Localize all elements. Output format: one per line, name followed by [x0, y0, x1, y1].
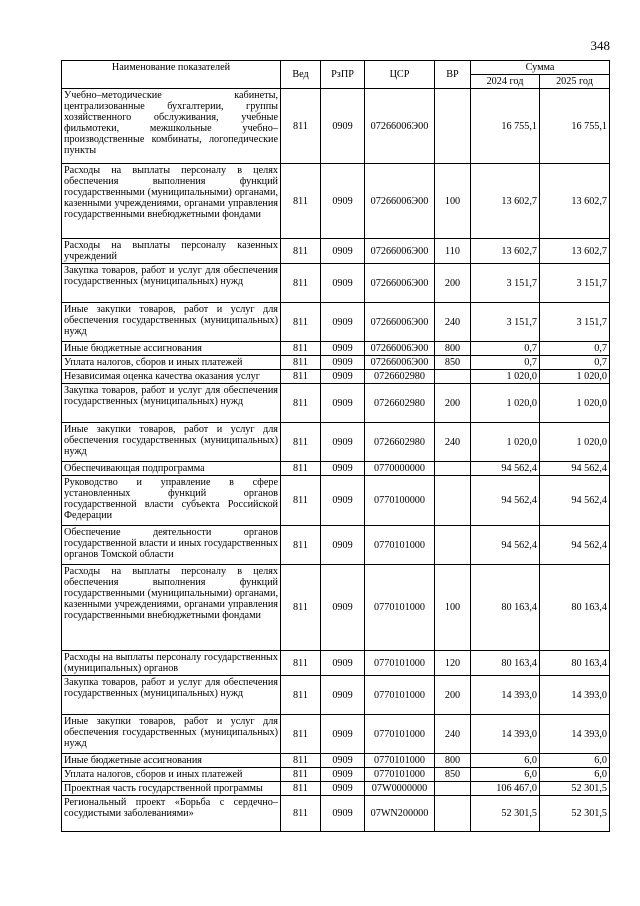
row-csr: 0770101000: [365, 676, 435, 715]
row-name: Обеспечивающая подпрограмма: [62, 462, 281, 476]
row-rzpr: 0909: [321, 370, 365, 384]
row-sum-2024: 80 163,4: [471, 565, 540, 651]
row-ved: 811: [281, 89, 321, 164]
row-sum-2025: 1 020,0: [540, 384, 610, 423]
row-sum-2025: 3 151,7: [540, 303, 610, 342]
row-sum-2025: 94 562,4: [540, 462, 610, 476]
row-csr: 0770101000: [365, 768, 435, 782]
budget-table: [61, 60, 610, 832]
row-sum-2024: 94 562,4: [471, 462, 540, 476]
row-sum-2024: 13 602,7: [471, 239, 540, 264]
row-sum-2025: 94 562,4: [540, 526, 610, 565]
row-ved: 811: [281, 565, 321, 651]
row-sum-2025: 13 602,7: [540, 164, 610, 239]
row-sum-2025: 13 602,7: [540, 239, 610, 264]
row-sum-2024: 3 151,7: [471, 303, 540, 342]
row-name: Расходы на выплаты персоналу в целях обеспечения выполнения функций государственными (муниципальными) органами, казенными учреждениями, органами управления государственными внебюджетными фондами: [62, 164, 281, 239]
row-vr: 200: [435, 384, 471, 423]
row-rzpr: 0909: [321, 342, 365, 356]
row-name: Уплата налогов, сборов и иных платежей: [62, 768, 281, 782]
row-ved: 811: [281, 239, 321, 264]
row-rzpr: 0909: [321, 303, 365, 342]
row-sum-2025: 80 163,4: [540, 565, 610, 651]
row-sum-2024: 14 393,0: [471, 676, 540, 715]
table-row: [62, 342, 610, 356]
row-name: Обеспечение деятельности органов государственной власти и иных государственных органов Томской области: [62, 526, 281, 565]
row-sum-2024: 94 562,4: [471, 476, 540, 526]
row-vr: [435, 476, 471, 526]
row-csr: 0726602980: [365, 370, 435, 384]
row-rzpr: 0909: [321, 384, 365, 423]
row-vr: 200: [435, 676, 471, 715]
row-csr: 07266006Э00: [365, 264, 435, 303]
header-csr: ЦСР: [365, 61, 435, 89]
row-csr: 0770101000: [365, 565, 435, 651]
row-sum-2025: 6,0: [540, 754, 610, 768]
row-sum-2024: 3 151,7: [471, 264, 540, 303]
row-vr: 850: [435, 356, 471, 370]
row-vr: [435, 526, 471, 565]
row-name: Проектная часть государственной программы: [62, 782, 281, 796]
row-rzpr: 0909: [321, 423, 365, 462]
row-name: Расходы на выплаты персоналу казенных учреждений: [62, 239, 281, 264]
row-rzpr: 0909: [321, 356, 365, 370]
row-csr: 0770000000: [365, 462, 435, 476]
row-name: Расходы на выплаты персоналу государственных (муниципальных) органов: [62, 651, 281, 676]
row-csr: 07WN200000: [365, 796, 435, 832]
row-vr: [435, 370, 471, 384]
row-name: Уплата налогов, сборов и иных платежей: [62, 356, 281, 370]
row-name: Иные бюджетные ассигнования: [62, 342, 281, 356]
row-vr: 100: [435, 164, 471, 239]
row-vr: [435, 782, 471, 796]
row-sum-2024: 106 467,0: [471, 782, 540, 796]
header-sum: Сумма: [471, 61, 610, 75]
row-name: Руководство и управление в сфере установленных функций органов государственной власти субъекта Российской Федерации: [62, 476, 281, 526]
row-vr: 850: [435, 768, 471, 782]
row-sum-2024: 94 562,4: [471, 526, 540, 565]
table-row: [62, 164, 610, 239]
row-vr: 120: [435, 651, 471, 676]
row-csr: 0726602980: [365, 423, 435, 462]
table-row: [62, 462, 610, 476]
row-sum-2025: 0,7: [540, 356, 610, 370]
row-rzpr: 0909: [321, 462, 365, 476]
row-name: Учебно–методические кабинеты, централизованные бухгалтерии, группы хозяйственного обслуживания, учебные фильмотеки, межшкольные учебно–производственные комбинаты, логопедические пункты: [62, 89, 281, 164]
row-ved: 811: [281, 526, 321, 565]
row-rzpr: 0909: [321, 768, 365, 782]
table-row: [62, 782, 610, 796]
row-ved: 811: [281, 384, 321, 423]
row-sum-2025: 6,0: [540, 768, 610, 782]
row-name: Иные бюджетные ассигнования: [62, 754, 281, 768]
row-rzpr: 0909: [321, 796, 365, 832]
row-vr: [435, 796, 471, 832]
row-name: Иные закупки товаров, работ и услуг для обеспечения государственных (муниципальных) нужд: [62, 423, 281, 462]
row-sum-2025: 52 301,5: [540, 796, 610, 832]
table-row: [62, 384, 610, 423]
row-sum-2025: 1 020,0: [540, 370, 610, 384]
row-rzpr: 0909: [321, 782, 365, 796]
row-csr: 07266006Э00: [365, 356, 435, 370]
page-number: 348: [590, 38, 610, 53]
row-sum-2024: 1 020,0: [471, 370, 540, 384]
table-row: [62, 303, 610, 342]
row-sum-2025: 52 301,5: [540, 782, 610, 796]
header-year-2025: 2025 год: [540, 75, 610, 89]
row-csr: 0770100000: [365, 476, 435, 526]
row-ved: 811: [281, 754, 321, 768]
row-sum-2024: 1 020,0: [471, 423, 540, 462]
row-sum-2025: 14 393,0: [540, 715, 610, 754]
row-vr: 800: [435, 342, 471, 356]
row-csr: 0770101000: [365, 651, 435, 676]
row-name: Иные закупки товаров, работ и услуг для обеспечения государственных (муниципальных) нужд: [62, 303, 281, 342]
row-ved: 811: [281, 796, 321, 832]
header-ved: Вед: [281, 61, 321, 89]
table-row: [62, 651, 610, 676]
table-row: [62, 754, 610, 768]
table-row: [62, 526, 610, 565]
row-rzpr: 0909: [321, 565, 365, 651]
row-sum-2025: 3 151,7: [540, 264, 610, 303]
table-row: [62, 264, 610, 303]
row-csr: 0770101000: [365, 754, 435, 768]
row-sum-2024: 0,7: [471, 356, 540, 370]
row-vr: [435, 89, 471, 164]
row-csr: 0726602980: [365, 384, 435, 423]
row-vr: 240: [435, 303, 471, 342]
table-row: [62, 89, 610, 164]
row-ved: 811: [281, 782, 321, 796]
row-name: Закупка товаров, работ и услуг для обеспечения государственных (муниципальных) нужд: [62, 264, 281, 303]
row-sum-2025: 14 393,0: [540, 676, 610, 715]
table-row: [62, 796, 610, 832]
row-name: Закупка товаров, работ и услуг для обеспечения государственных (муниципальных) нужд: [62, 676, 281, 715]
row-vr: 240: [435, 715, 471, 754]
row-name: Расходы на выплаты персоналу в целях обеспечения выполнения функций государственными (муниципальными) органами, казенными учреждениями, органами управления государственными внебюджетными фондами: [62, 565, 281, 651]
row-ved: 811: [281, 264, 321, 303]
row-rzpr: 0909: [321, 754, 365, 768]
row-sum-2024: 6,0: [471, 768, 540, 782]
row-csr: 07266006Э00: [365, 303, 435, 342]
row-csr: 0770101000: [365, 526, 435, 565]
table-row: [62, 676, 610, 715]
row-sum-2024: 0,7: [471, 342, 540, 356]
header-year-2024: 2024 год: [471, 75, 540, 89]
row-sum-2025: 0,7: [540, 342, 610, 356]
header-rzpr: РзПР: [321, 61, 365, 89]
row-csr: 07266006Э00: [365, 89, 435, 164]
header-name: Наименование показателей: [62, 61, 281, 89]
row-vr: [435, 462, 471, 476]
row-vr: 800: [435, 754, 471, 768]
row-rzpr: 0909: [321, 715, 365, 754]
row-ved: 811: [281, 164, 321, 239]
table-row: [62, 370, 610, 384]
row-vr: 100: [435, 565, 471, 651]
row-sum-2025: 94 562,4: [540, 476, 610, 526]
row-sum-2024: 6,0: [471, 754, 540, 768]
row-ved: 811: [281, 651, 321, 676]
table-row: [62, 715, 610, 754]
header-vr: ВР: [435, 61, 471, 89]
row-rzpr: 0909: [321, 264, 365, 303]
row-rzpr: 0909: [321, 651, 365, 676]
row-rzpr: 0909: [321, 476, 365, 526]
row-sum-2025: 1 020,0: [540, 423, 610, 462]
row-sum-2024: 80 163,4: [471, 651, 540, 676]
row-name: Иные закупки товаров, работ и услуг для обеспечения государственных (муниципальных) нужд: [62, 715, 281, 754]
row-sum-2024: 13 602,7: [471, 164, 540, 239]
row-rzpr: 0909: [321, 239, 365, 264]
row-sum-2024: 1 020,0: [471, 384, 540, 423]
row-sum-2024: 16 755,1: [471, 89, 540, 164]
row-ved: 811: [281, 342, 321, 356]
row-ved: 811: [281, 303, 321, 342]
row-vr: 110: [435, 239, 471, 264]
row-ved: 811: [281, 676, 321, 715]
table-row: [62, 239, 610, 264]
row-csr: 0770101000: [365, 715, 435, 754]
row-rzpr: 0909: [321, 526, 365, 565]
row-name: Закупка товаров, работ и услуг для обеспечения государственных (муниципальных) нужд: [62, 384, 281, 423]
row-ved: 811: [281, 715, 321, 754]
table-row: [62, 565, 610, 651]
row-ved: 811: [281, 370, 321, 384]
table-row: [62, 423, 610, 462]
row-csr: 07266006Э00: [365, 239, 435, 264]
row-name: Региональный проект «Борьба с сердечно–сосудистыми заболеваниями»: [62, 796, 281, 832]
row-ved: 811: [281, 476, 321, 526]
row-sum-2025: 16 755,1: [540, 89, 610, 164]
row-vr: 200: [435, 264, 471, 303]
row-ved: 811: [281, 356, 321, 370]
row-rzpr: 0909: [321, 89, 365, 164]
row-ved: 811: [281, 462, 321, 476]
table-row: [62, 768, 610, 782]
row-ved: 811: [281, 768, 321, 782]
row-name: Независимая оценка качества оказания услуг: [62, 370, 281, 384]
row-rzpr: 0909: [321, 676, 365, 715]
row-csr: 07W0000000: [365, 782, 435, 796]
row-vr: 240: [435, 423, 471, 462]
row-rzpr: 0909: [321, 164, 365, 239]
row-sum-2025: 80 163,4: [540, 651, 610, 676]
row-sum-2024: 52 301,5: [471, 796, 540, 832]
table-row: [62, 476, 610, 526]
row-csr: 07266006Э00: [365, 164, 435, 239]
row-csr: 07266006Э00: [365, 342, 435, 356]
row-ved: 811: [281, 423, 321, 462]
table-row: [62, 356, 610, 370]
row-sum-2024: 14 393,0: [471, 715, 540, 754]
